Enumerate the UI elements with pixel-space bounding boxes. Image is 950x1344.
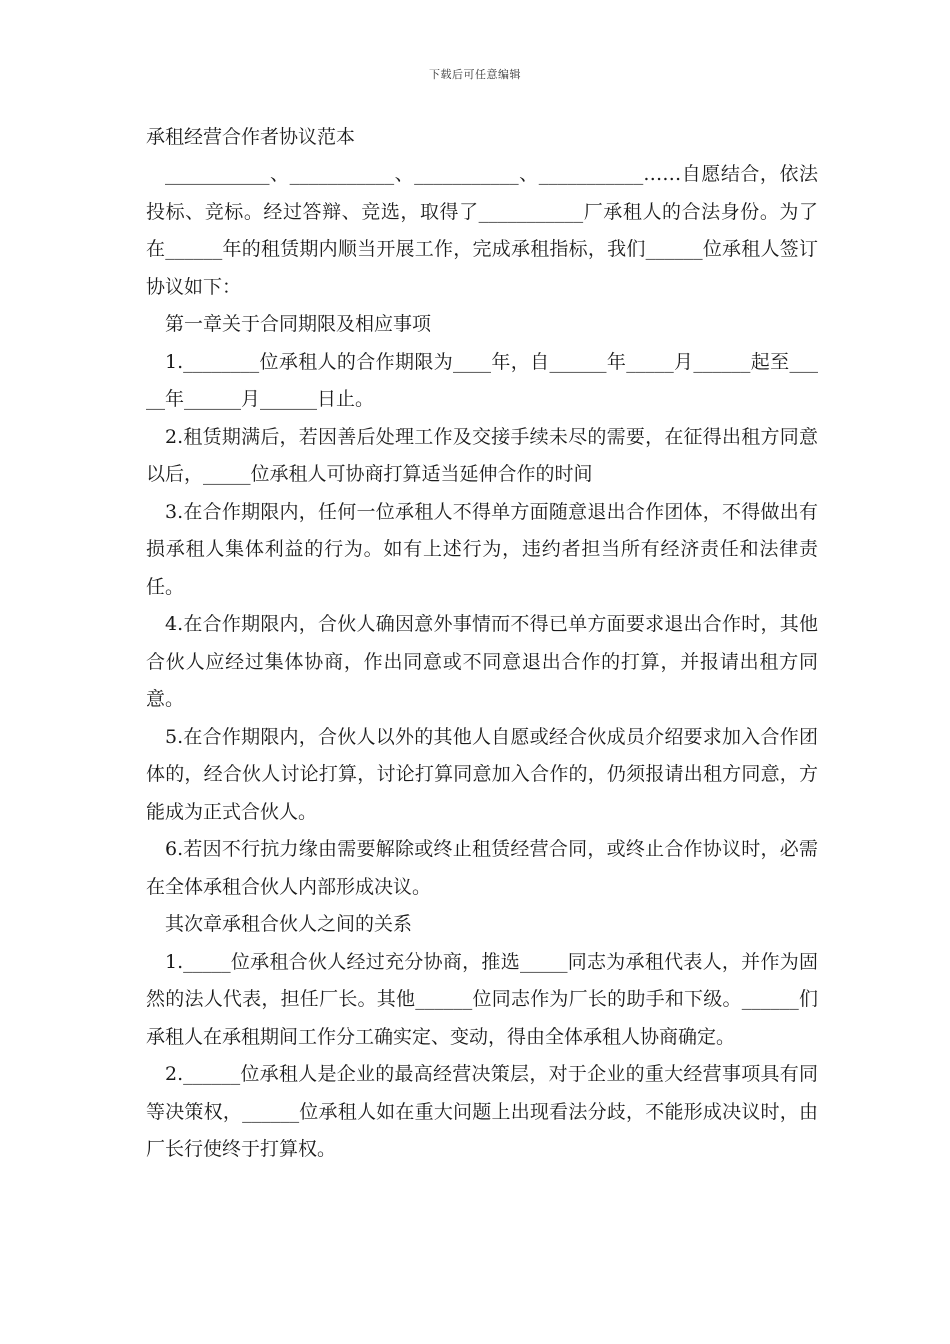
document-body: [146, 118, 818, 1169]
chapter-1-item-1: 1.________位承租人的合作期限为____年，自______年_____月______起至_____年______月______日止。: [146, 350, 818, 410]
chapter-1-item-6: 6.若因不行抗力缘由需要解除或终止租赁经营合同，或终止合作协议时，必需在全体承租合伙人内部形成决议。: [146, 838, 818, 898]
chapter-1-item-4: 4.在合作期限内，合伙人确因意外事情而不得已单方面要求退出合作时，其他合伙人应经过集体协商，作出同意或不同意退出合作的打算，并报请出租方同意。: [146, 613, 818, 710]
chapter-1-heading: 第一章关于合同期限及相应事项: [165, 313, 432, 335]
chapter-1-item-2: 2.租赁期满后，若因善后处理工作及交接手续未尽的需要，在征得出租方同意以后，_____位承租人可协商打算适当延伸合作的时间: [146, 425, 818, 485]
chapter-1-item-5: 5.在合作期限内，合伙人以外的其他人自愿或经合伙成员介绍要求加入合作团体的，经合伙人讨论打算，讨论打算同意加入合作的，仍须报请出租方同意，方能成为正式合伙人。: [146, 725, 818, 823]
chapter-1-item-3: 3.在合作期限内，任何一位承租人不得单方面随意退出合作团体，不得做出有损承租人集体利益的行为。如有上述行为，违约者担当所有经济责任和法律责任。: [146, 500, 818, 598]
chapter-2-item-1: 1._____位承租合伙人经过充分协商，推选_____同志为承租代表人，并作为固然的法人代表，担任厂长。其他______位同志作为厂长的助手和下级。______们承租人在承租期间工作分工确实定、变动，得由全体承租人协商确定。: [146, 950, 818, 1048]
chapter-2-item-2: 2.______位承租人是企业的最高经营决策层，对于企业的重大经营事项具有同等决策权，______位承租人如在重大问题上出现看法分歧，不能形成决议时，由厂长行使终于打算权。: [146, 1063, 818, 1160]
intro-paragraph: ___________、___________、___________、___________……自愿结合，依法投标、竞标。经过答辩、竞选，取得了___________厂承租人的合法身份。为了在______年的租赁期内顺当开展工作，完成承租指标，我们______位承租人签订协议如下：: [146, 163, 818, 298]
chapter-2-heading: 其次章承租合伙人之间的关系: [165, 913, 413, 935]
document-title: 承租经营合作者协议范本: [146, 126, 356, 148]
page-header-note: 下载后可任意编辑: [429, 68, 521, 81]
